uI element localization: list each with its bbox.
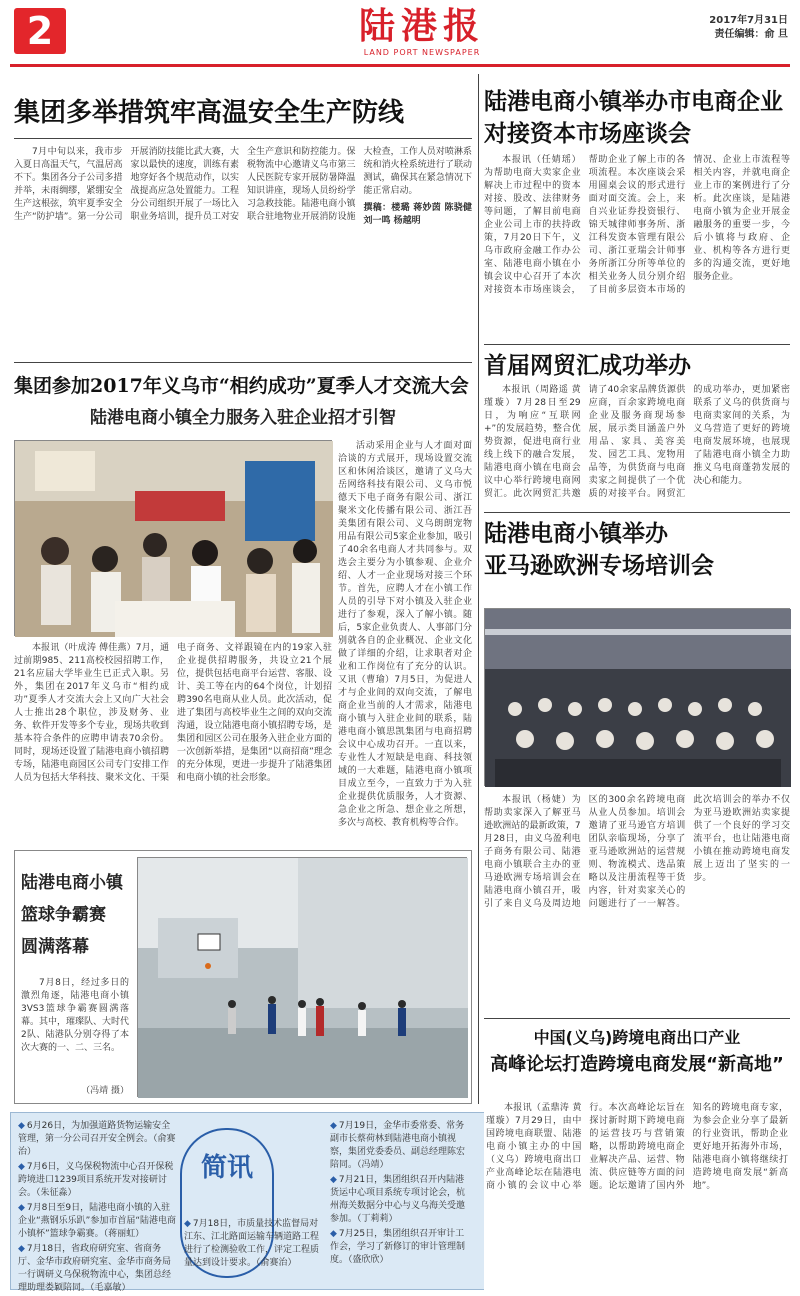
article5-title-line2: 亚马逊欧洲专场培训会 xyxy=(484,552,714,579)
photo-story-title-line2: 篮球争霸赛 xyxy=(21,905,106,925)
column-divider xyxy=(478,74,479,1104)
brief-item: ◆ 7月18日，市质量技术监督局对江东、江北路面运输车辆道路工程进行了检测验收工作，评定工程质量达到设计要求。（俞赛治） xyxy=(184,1218,324,1270)
brief-item: ◆ 7月6日，义乌保税物流中心召开保税跨境进口1239项目系统开发对接研讨会。（朱征淼） xyxy=(18,1161,178,1200)
brief-item: ◆ 7月8日至9日，陆港电商小镇的入驻企业“燕钢乐乐趴”参加市首届“陆港电商小镇杯”篮球争霸赛。（蒋丽虹） xyxy=(18,1202,178,1241)
header-rule xyxy=(10,64,790,67)
brief-item: ◆ 7月21日，集团组织召开内陆港货运中心项目系统专项讨论会，杭州海关数据分中心与义乌海关受邀参加。（丁莉莉） xyxy=(330,1174,472,1226)
article6-body: 本报讯（孟鼎涛 黄瑾璇）7月29日，由中国跨境电商联盟、陆港电商小镇主办的中国（义乌）跨境电商出口产业高峰论坛在陆港电商小镇的会议中心举行。本次高峰论坛旨在探讨新时期下跨境电商的运营技巧与营销策略，以帮助跨境电商企业解决产品、运营、物流、供应链等方面的问题。论坛邀请了国内外知名的跨境电商专家，为参会企业分享了最新的行业资讯，帮助企业更好地开拓海外市场，陆港电商小镇将继续打造跨境电商发展“新高地”。 xyxy=(484,1100,790,1290)
masthead xyxy=(352,4,492,58)
article5-rule xyxy=(484,1018,790,1019)
briefs-col3 xyxy=(330,1120,472,1286)
article6-title-line2: 高峰论坛打造跨境电商发展“新高地” xyxy=(490,1054,784,1075)
article3-title: 陆港电商小镇举办市电商企业对接资本市场座谈会 xyxy=(484,88,783,147)
article6-title xyxy=(484,1026,790,1080)
article1-body xyxy=(14,146,472,356)
editor-credit: 责任编辑：俞 旦 xyxy=(714,29,788,40)
article1-title: 集团多举措筑牢高温安全生产防线 xyxy=(14,98,405,128)
basketball-photo-image xyxy=(138,858,468,1098)
brief-item: ◆ 7月18日，省政府研究室、省商务厅、金华市政府研究室、金华市商务局一行调研义乌保税物流中心，集团总经理助理娄颖陪同。（毛嘉敏） xyxy=(18,1243,178,1295)
brief-item: ◆ 7月25日，集团组织召开审计工作会，学习了新修订的审计管理制度。（盛欣欣） xyxy=(330,1228,472,1267)
masthead-subtitle: LAND PORT NEWSPAPER xyxy=(363,48,481,57)
photo-story-title-line1: 陆港电商小镇 xyxy=(21,873,123,893)
article4-rule xyxy=(484,512,790,513)
dateline xyxy=(709,14,788,42)
article3-rule xyxy=(484,344,790,345)
page-number-badge: 2 xyxy=(14,8,66,54)
article6-title-line1: 中国(义乌)跨境电商出口产业 xyxy=(533,1028,741,1047)
article4-title: 首届网贸汇成功举办 xyxy=(484,352,691,379)
job-fair-photo xyxy=(14,440,332,636)
article5-title xyxy=(484,518,790,582)
article1-byline: 撰稿：楼璐 蒋妙茵 陈骁健 刘一鸣 杨越明 xyxy=(363,203,472,226)
training-photo-image xyxy=(485,609,791,787)
article5-body: 本报讯（杨婕）为帮助卖家深入了解亚马逊欧洲站的最新政策，7月28日，由义乌盈利电子商务有限公司、陆港电商小镇联合主办的亚马逊欧洲专场培训会在陆港电商小镇召开，吸引了来自义乌及周边地区的300余名跨境电商从业人员参加。培训会邀请了亚马逊官方培训团队亲临现场，分享了亚马逊欧洲站的运营规则、物流模式、选品策略以及注册流程等干货内容，针对卖家关心的问题进行了一一解答。此次培训会的举办不仅为亚马逊欧洲站卖家提供了一个良好的学习交流平台，也让陆港电商小镇在推动跨境电商发展上迈出了坚实的一步。 xyxy=(484,795,790,909)
article2-subtitle: 陆港电商小镇全力服务入驻企业招才引智 xyxy=(90,408,396,428)
briefs-col2 xyxy=(184,1218,324,1286)
issue-date: 2017年7月31日 xyxy=(709,15,788,26)
article3-body: 本报讯（任婧瑶）为帮助电商大卖家企业解决上市过程中的资本对接、股改、法律财务等问题，了解目前电商企业公司上市的扶持政策，7月20日下午，义乌市政府金融工作办公室、陆港电商小镇在小镇会议中心召开了本次对接资本市场座谈会，帮助企业了解上市的各项流程。本次座谈会采用圆桌会议的形式进行面对面交流。会上，来自兴业证券投资银行、锦天城律师事务所、浙江科发资本管理有限公司、浙江亚瑞会计师事务所浙江分所等单位的相关业务人员分别介绍了目前多层资本市场的情况、企业上市流程等相关内容，并就电商企业上市的案例进行了分析。此次座谈，是陆港电商小镇为企业开展金融服务的重要一步，今后小镇将与政府、企业、机构等各方进行更多的沟通交流，更好地服务企业。 xyxy=(484,155,790,295)
masthead-title: 陆港报 xyxy=(358,5,485,47)
article2-top-rule xyxy=(14,362,472,363)
photo-story-credit: （冯靖 摄） xyxy=(81,1086,129,1096)
article1-text: 7月中旬以来，我市步入夏日高温天气，气温居高不下。集团各分子公司多措并举，未雨绸缪，紧绷安全生产这根弦，筑牢夏季安全生产“防护墙”。第一分公司开展消防技能比武大赛，大家以最快的速度，训练有素地穿好各个规范动作，以实战提高应急处置能力。工程分公司组织开展了一场比入职业务培训，提升员工对安全生产意识和防控能力。保税物流中心邀请义乌市第三人民医院专家开展防暑降温知识讲座，现场人员纷纷学习急救技能。陆港电商小镇联合驻地物业开展消防设施大检查，工作人员对喷淋系统和消火栓系统进行了联动测试，确保其在紧急情况下能正常启动。 xyxy=(14,147,472,222)
article5-title-line1: 陆港电商小镇举办 xyxy=(484,520,668,547)
article4-body: 本报讯（周路遥 黄瑾璇）7月28日至29日，为响应“互联网+”的发展趋势，整合优势资源，促进电商行业线上线下的融合发展，陆港电商小镇在电商会议中心举行跨境电商网贸汇。此次网贸汇共邀请了40余家品牌货源供应商，百余家跨境电商企业及服务商现场参展，展示类目涵盖户外用品、家具、美容美发、园艺工具、宠物用品等，为供货商与电商卖家之间提供了一个优质的对接平台。网贸汇的成功举办，更加紧密联系了义乌的供货商与电商卖家间的关系，为义乌营造了更好的跨境电商发展环境，也展现了陆港电商小镇全力助推义乌电商蓬勃发展的决心和能力。 xyxy=(484,385,790,499)
article1-rule xyxy=(14,138,472,139)
brief-item: ◆ 7月19日，金华市委常委、常务副市长蔡荷林到陆港电商小镇视察，集团党委委员、副总经理陈宏陪同。（冯靖） xyxy=(330,1120,472,1172)
briefs-label: 简讯 xyxy=(200,1153,253,1183)
photo-story-caption: 7月8日，经过多日的激烈角逐，陆港电商小镇3VS3篮球争霸赛圆满落幕。其中，璀璨队、大时代2队、陆港队分别夺得了本次大赛的一、二、三名。 xyxy=(21,978,130,1053)
briefs-col1 xyxy=(18,1120,178,1293)
brief-item: ◆ 6月26日，为加强道路货物运输安全管理，第一分公司召开安全例会。（俞赛治） xyxy=(18,1120,178,1159)
job-fair-photo-image xyxy=(15,441,333,637)
article2-title: 集团参加2017年义乌市“相约成功”夏季人才交流大会 xyxy=(14,375,469,397)
photo-story-title-line3: 圆满落幕 xyxy=(21,937,89,957)
training-photo xyxy=(484,608,790,786)
article2-lead: 本报讯（叶成涛 傅佳燕）7月，通过前期985、211高校校园招聘工作，21名应届大学毕业生已正式入职。另外，集团在2017年义乌市“相约成功”夏季人才交流大会上又向广大社会人士推出28个职位，涉及财务、业务、软件开发等多个专业，现场共收到基本符合条件的应聘申请表70余份。同时，现场还设置了陆港电商小镇招聘专场，陆港电商园区公司专门安排工作人员为包括大华科技、聚米文化、干渠电子商务、文祥跟镜在内的19家入驻企业提供招聘服务，共设立21个展位，提供包括电商平台运营、客服、设计、美工等在内的64个岗位，计划招聘390名电商从业人员。此次活动，促进了集团与高校毕业生之间的双向交流沟通，设立陆港电商小镇招聘专场，是集团和园区公司在服务入驻企业方面的一次创新举措，是集团“以商招商”理念的充分体现，更进一步提升了陆港集团和电商小镇的社会形象。 xyxy=(14,643,332,783)
basketball-photo xyxy=(137,857,467,1097)
photo-story-title xyxy=(21,867,131,963)
photo-story-box xyxy=(14,850,472,1104)
article2-body: 活动采用企业与人才面对面洽谈的方式展开，现场设置交流区和休闲洽谈区，邀请了义乌大岳网络科技有限公司、义乌市悦德天下电子商务有限公司、浙江聚米文化传播有限公司、浙江吾美集团有限公司、义乌朗朗宠物用品有限公司5家企业参加，吸引了40余名电商人才共同参与。双选会主要分为小镇参观、企业介绍、人才一企业现场对接三个环节。首先，应聘人才在小镇工作人员的引导下对小镇及入驻企业进行了参观，深入了解小镇。随后，5家企业负责人、人事部门分别就各自的企业概况、企业文化做了详细的介绍，让求职者对企业和工作岗位有了充分的认识。又讯（曹瑜）7月5日，为促进人才与企业间的双向交流，了解电商企业当前的人才需求，陆港电商小镇与入驻企业间的联系，陆港电商小镇思凯集团与电商招聘会议中心成功召开。一直以来，专业性人才短缺是电商、科技领域的一大难题，陆港电商小镇项目成立至今，一直致力于为入驻企业提供优质服务，人才资源、急企业之所急、想企业之所想，多次与高校、教育机构等合作。 xyxy=(338,441,472,828)
